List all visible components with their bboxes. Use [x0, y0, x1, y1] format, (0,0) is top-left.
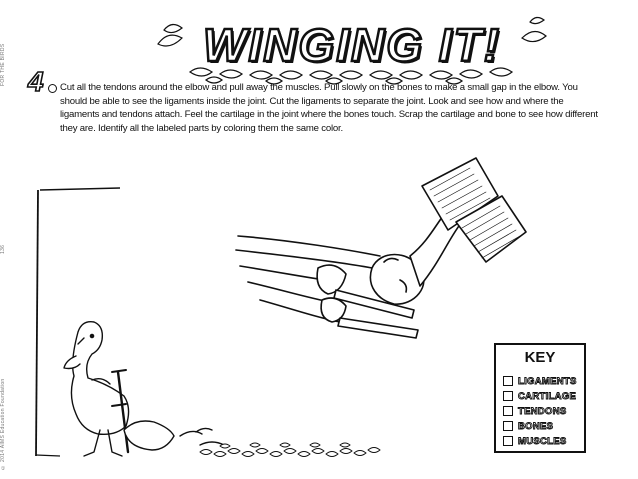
bones-checkbox[interactable] [503, 421, 513, 431]
step-number: 4 [28, 66, 44, 97]
color-key-box [494, 343, 586, 453]
margin-copyright: © 2014 AIMS Education Foundation [0, 378, 6, 470]
step-instructions: Cut all the tendons around the elbow and pull away the muscles. Pull slowly on the bones to make a small gap in the elbow. You should be able to see the ligaments inside the joint. Cut the ligaments to separate the joint. Look and see how and where the ligaments and tendons attach. Feel the cartilage in the joint where the bones touch. Scrap the cartilage and bone to see how different they are. Identify all the labeled parts by coloring them the same color. [60, 82, 598, 134]
ligaments-checkbox[interactable] [503, 376, 513, 386]
cartilage-checkbox[interactable] [503, 391, 513, 401]
frame-top-line [40, 188, 120, 190]
muscles-checkbox[interactable] [503, 436, 513, 446]
frame-left-line [36, 190, 38, 456]
ligaments-label: LIGAMENTS [518, 375, 577, 387]
tendons-checkbox[interactable] [503, 406, 513, 416]
cartilage-label: CARTILAGE [518, 390, 577, 402]
key-title: KEY [524, 349, 556, 366]
muscles-label: MUSCLES [518, 435, 567, 447]
margin-page-number: 136 [0, 244, 6, 254]
injured-turkey-drawing [64, 322, 224, 456]
key-item-ligaments [503, 375, 577, 387]
tendons-label: TENDONS [518, 405, 567, 417]
bones-label: BONES [518, 420, 554, 432]
key-item-muscles [503, 435, 567, 447]
worksheet-title: WINGING IT! [203, 19, 501, 71]
key-item-cartilage [503, 390, 576, 402]
wing-joint-drawing [236, 158, 526, 338]
ground-leaves-decoration [200, 443, 380, 457]
key-item-tendons [503, 405, 567, 417]
margin-book-title: FOR THE BIRDS [0, 43, 6, 86]
key-item-bones [503, 420, 553, 432]
